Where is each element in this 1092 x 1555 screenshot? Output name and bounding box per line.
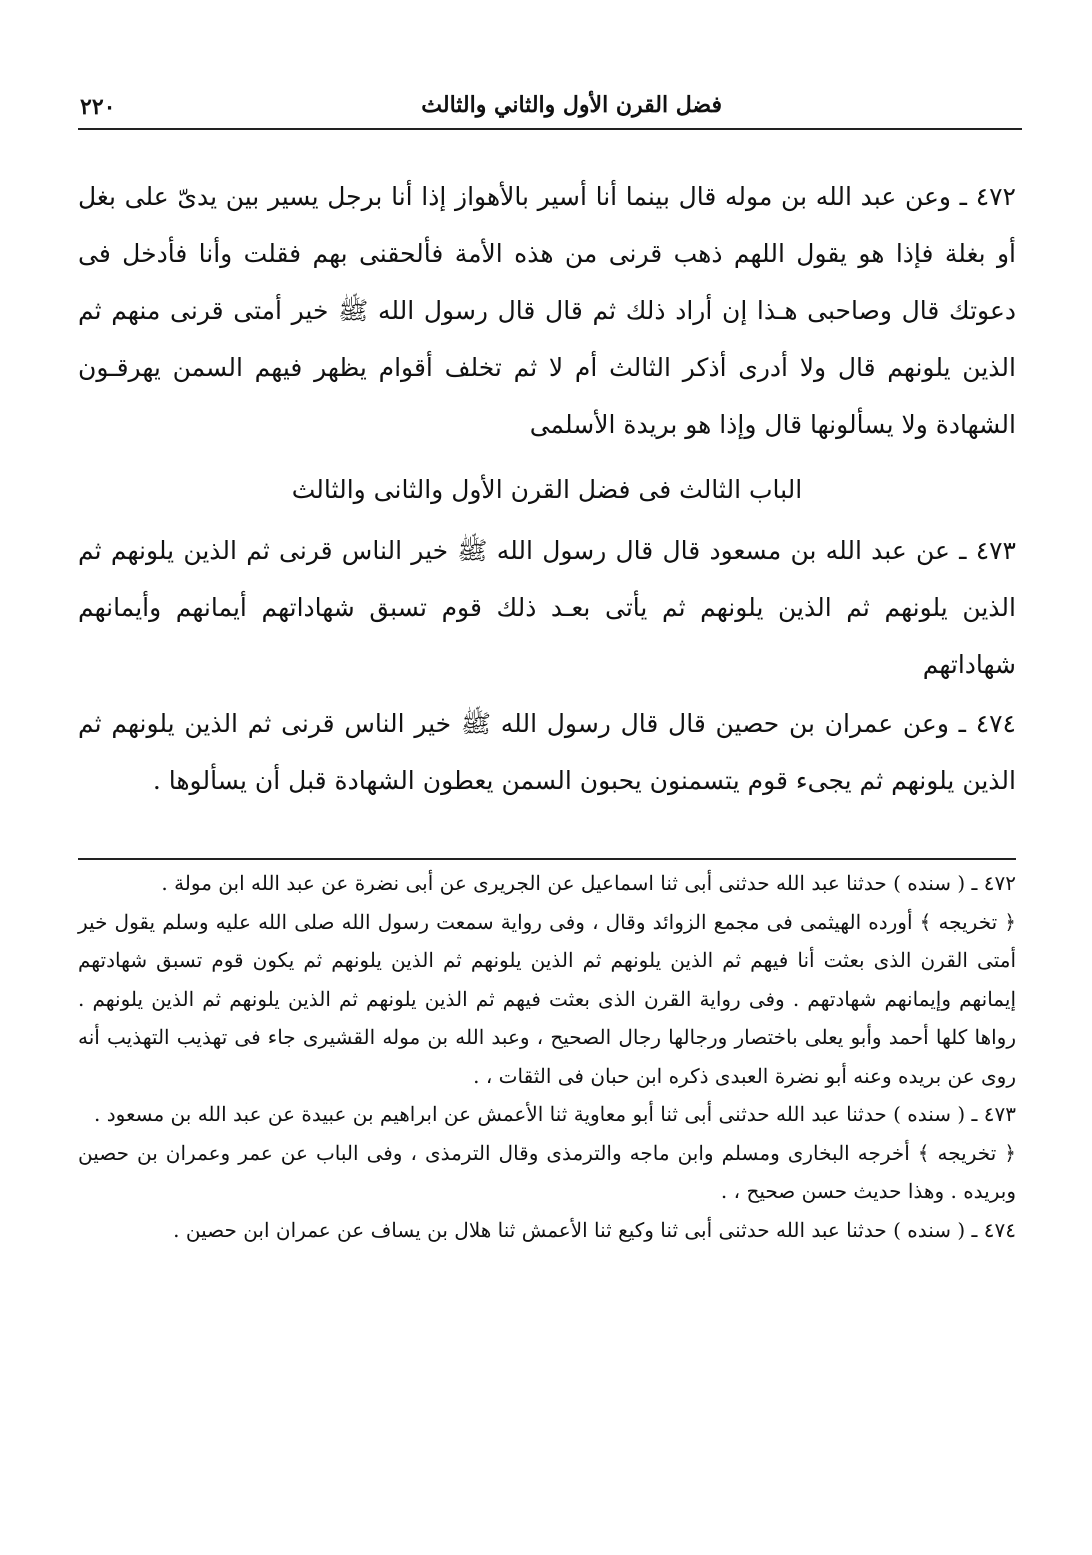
- note-472-takhrij: ﴿ تخريجه ﴾ أورده الهيثمى فى مجمع الزوائد وقال ، وفى رواية سمعت رسول الله صلى الله عليه وسلم يقول خير أمتى القرن الذى بعثت أنا فيهم ثم الذين يلونهم ثم الذين يلونهم ثم الذين يلونهم ثم يكون قوم تسبق شهادتهم إيمانهم وإيمانهم شهادتهم . وفى رواية القرن الذى بعثت فيهم ثم الذين يلونهم ثم الذين يلونهم ثم الذين يلونهم . رواها كلها أحمد وأبو يعلى باختصار ورجالها رجال الصحيح ، وعبد الله بن موله القشيرى جاء فى تهذيب التهذيب أنه روى عن بريده وعنه أبو نضرة العبدى ذكره ابن حبان فى الثقات ، .: [78, 909, 1017, 1088]
- running-title: فضل القرن الأول والثاني والثالث: [421, 92, 722, 118]
- page-number: ٢٢٠: [80, 94, 116, 120]
- footnotes: [78, 864, 1016, 1249]
- hadith-473: ٤٧٣ ـ عن عبد الله بن مسعود قال قال رسول الله ﷺ خير الناس قرنى ثم الذين يلونهم ثم الذين يلونهم ثم الذين يلونهم ثم يأتى بعـد ذلك قوم تسبق شهاداتهم أيمانهم وأيمانهم شهاداتهم: [78, 536, 1016, 679]
- footnote-divider: [78, 858, 1016, 860]
- header-rule: [78, 128, 1022, 130]
- running-header: [80, 92, 1022, 126]
- main-text: [78, 168, 1016, 811]
- note-473-sanad: ٤٧٣ ـ ( سنده ) حدثنا عبد الله حدثنى أبى ثنا أبو معاوية ثنا الأعمش عن ابراهيم بن عبيدة عن عبد الله بن مسعود .: [94, 1102, 1016, 1126]
- note-472-sanad: ٤٧٢ ـ ( سنده ) حدثنا عبد الله حدثنى أبى ثنا اسماعيل عن الجريرى عن أبى نضرة عن عبد الله ابن مولة .: [161, 871, 1016, 895]
- chapter-heading: الباب الثالث فى فضل القرن الأول والثانى والثالث: [291, 475, 803, 504]
- note-473-takhrij: ﴿ تخريجه ﴾ أخرجه البخارى ومسلم وابن ماجه والترمذى وقال الترمذى ، وفى الباب عن عمر وعمران بن حصين وبريده . وهذا حديث حسن صحيح ، .: [78, 1140, 1016, 1203]
- hadith-474: ٤٧٤ ـ وعن عمران بن حصين قال قال رسول الله ﷺ خير الناس قرنى ثم الذين يلونهم ثم الذين يلونهم ثم يجىء قوم يتسمنون يحبون السمن يعطون الشهادة قبل أن يسألوها .: [78, 709, 1016, 795]
- note-474-sanad: ٤٧٤ ـ ( سنده ) حدثنا عبد الله حدثنى أبى ثنا وكيع ثنا الأعمش ثنا هلال بن يساف عن عمران ابن حصين .: [173, 1217, 1016, 1242]
- hadith-472: ٤٧٢ ـ وعن عبد الله بن موله قال بينما أنا أسير بالأهواز إذا أنا برجل يسير بين يدىّ على بغل أو بغلة فإذا هو يقول اللهم ذهب قرنى من هذه الأمة فألحقنى بهم فقلت وأنا فأدخل فى دعوتك قال وصاحبى هـذا إن أراد ذلك ثم قال قال رسول الله ﷺ خير أمتى قرنى منهم ثم الذين يلونهم قال ولا أدرى أذكر الثالث أم لا ثم تخلف أقوام يظهر فيهم السمن يهرقـون الشهادة ولا يسألونها قال وإذا هو بريدة الأسلمى: [78, 182, 1016, 439]
